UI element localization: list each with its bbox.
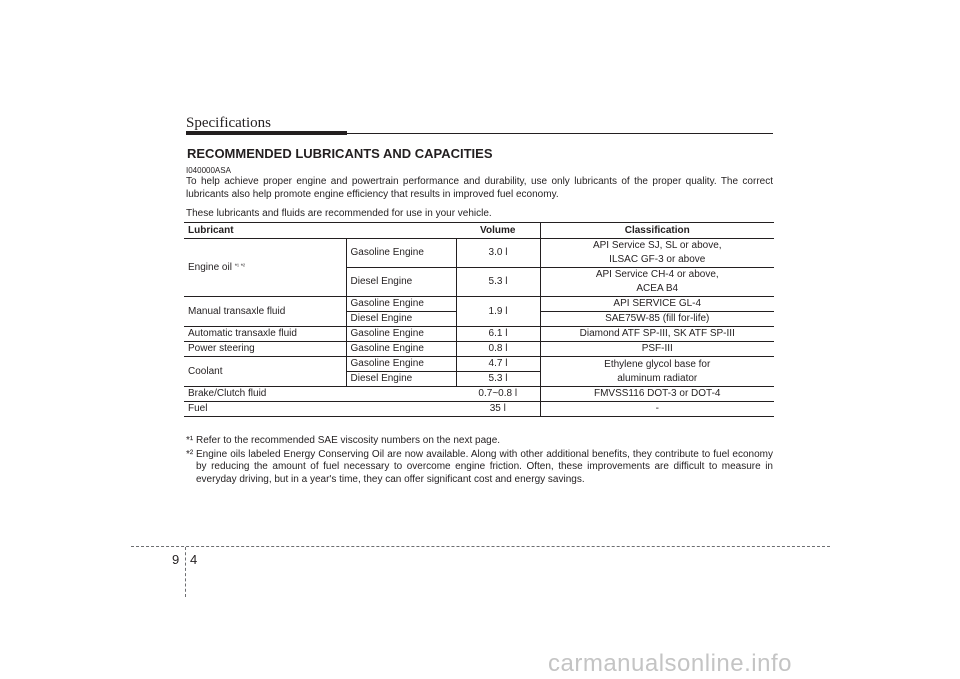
- footnote-marks: *¹ *²: [234, 263, 246, 270]
- table-header-row: [184, 223, 774, 239]
- classification-cell: API Service CH-4 or above, ACEA B4: [540, 268, 774, 297]
- classification-cell: FMVSS116 DOT-3 or DOT-4: [540, 387, 774, 402]
- footer-divider: [131, 546, 830, 547]
- classification-cell: API SERVICE GL-4: [540, 297, 774, 312]
- volume-cell: 3.0 l: [456, 239, 540, 268]
- coolant-label: Coolant: [184, 357, 346, 387]
- footnote-text: Refer to the recommended SAE viscosity numbers on the next page.: [196, 435, 501, 446]
- footnotes: [186, 435, 773, 487]
- power-steering-label: Power steering: [184, 342, 346, 357]
- volume-cell: 5.3 l: [456, 268, 540, 297]
- footer-vertical-divider: [185, 547, 186, 597]
- volume-cell: 0.7~0.8 l: [456, 387, 540, 402]
- header-rule-thin: [347, 133, 773, 134]
- engine-type: Gasoline Engine: [346, 297, 456, 312]
- engine-type: Diesel Engine: [346, 312, 456, 327]
- brake-fluid-label: Brake/Clutch fluid: [184, 387, 456, 402]
- intro-note: These lubricants and fluids are recommended for use in your vehicle.: [186, 208, 492, 219]
- volume-cell: 35 l: [456, 402, 540, 417]
- engine-type: Gasoline Engine: [346, 327, 456, 342]
- engine-oil-label: Engine oil $^{*^1 *^2}$: [184, 239, 346, 297]
- footnote-text: Engine oils labeled Energy Conserving Oil are now available. Along with other additional benefits, they contribute to fuel economy by reducing the amount of fuel necessary to overcome engine friction. Often, these improvements are difficult to measure in everyday driving, but in a year's time, they can offer significant cost and energy savings.: [196, 448, 773, 485]
- lubricants-table: [184, 222, 774, 417]
- volume-cell: 6.1 l: [456, 327, 540, 342]
- classification-cell: Diamond ATF SP-III, SK ATF SP-III: [540, 327, 774, 342]
- manual-transaxle-label: Manual transaxle fluid: [184, 297, 346, 327]
- volume-cell: 1.9 l: [456, 297, 540, 327]
- section-title: RECOMMENDED LUBRICANTS AND CAPACITIES: [187, 146, 493, 161]
- table-row: [184, 357, 774, 372]
- volume-cell: 0.8 l: [456, 342, 540, 357]
- footnote: [186, 435, 773, 448]
- header-classification: Classification: [540, 223, 774, 239]
- table-row: [184, 387, 774, 402]
- footnote: [186, 449, 773, 487]
- fuel-label: Fuel: [184, 402, 456, 417]
- classification-cell: PSF-III: [540, 342, 774, 357]
- intro-paragraph: To help achieve proper engine and powertrain performance and durability, use only lubricants of the proper quality. The correct lubricants also help promote engine efficiency that results in improved fuel economy.: [186, 176, 773, 200]
- table-row: [184, 239, 774, 268]
- watermark: carmanualsonline.info: [548, 650, 792, 677]
- header-title: Specifications: [186, 115, 271, 131]
- classification-cell: -: [540, 402, 774, 417]
- engine-type: Diesel Engine: [346, 268, 456, 297]
- engine-type: Gasoline Engine: [346, 239, 456, 268]
- table-row: [184, 342, 774, 357]
- document-code: I040000ASA: [186, 166, 231, 175]
- page-number: 4: [190, 552, 198, 567]
- table-row: [184, 402, 774, 417]
- header-rule: [186, 131, 347, 135]
- automatic-transaxle-label: Automatic transaxle fluid: [184, 327, 346, 342]
- table-row: [184, 297, 774, 312]
- engine-type: Gasoline Engine: [346, 357, 456, 372]
- chapter-number: 9: [172, 552, 180, 567]
- engine-type: Gasoline Engine: [346, 342, 456, 357]
- classification-cell: Ethylene glycol base for aluminum radiator: [540, 357, 774, 387]
- footnote-mark: *¹: [186, 435, 194, 446]
- engine-type: Diesel Engine: [346, 372, 456, 387]
- volume-cell: 4.7 l: [456, 357, 540, 372]
- header-volume: Volume: [456, 223, 540, 239]
- classification-cell: SAE75W-85 (fill for-life): [540, 312, 774, 327]
- volume-cell: 5.3 l: [456, 372, 540, 387]
- header-lubricant: Lubricant: [184, 223, 456, 239]
- classification-cell: API Service SJ, SL or above, ILSAC GF-3 or above: [540, 239, 774, 268]
- footnote-mark: *²: [186, 448, 194, 460]
- table-row: [184, 327, 774, 342]
